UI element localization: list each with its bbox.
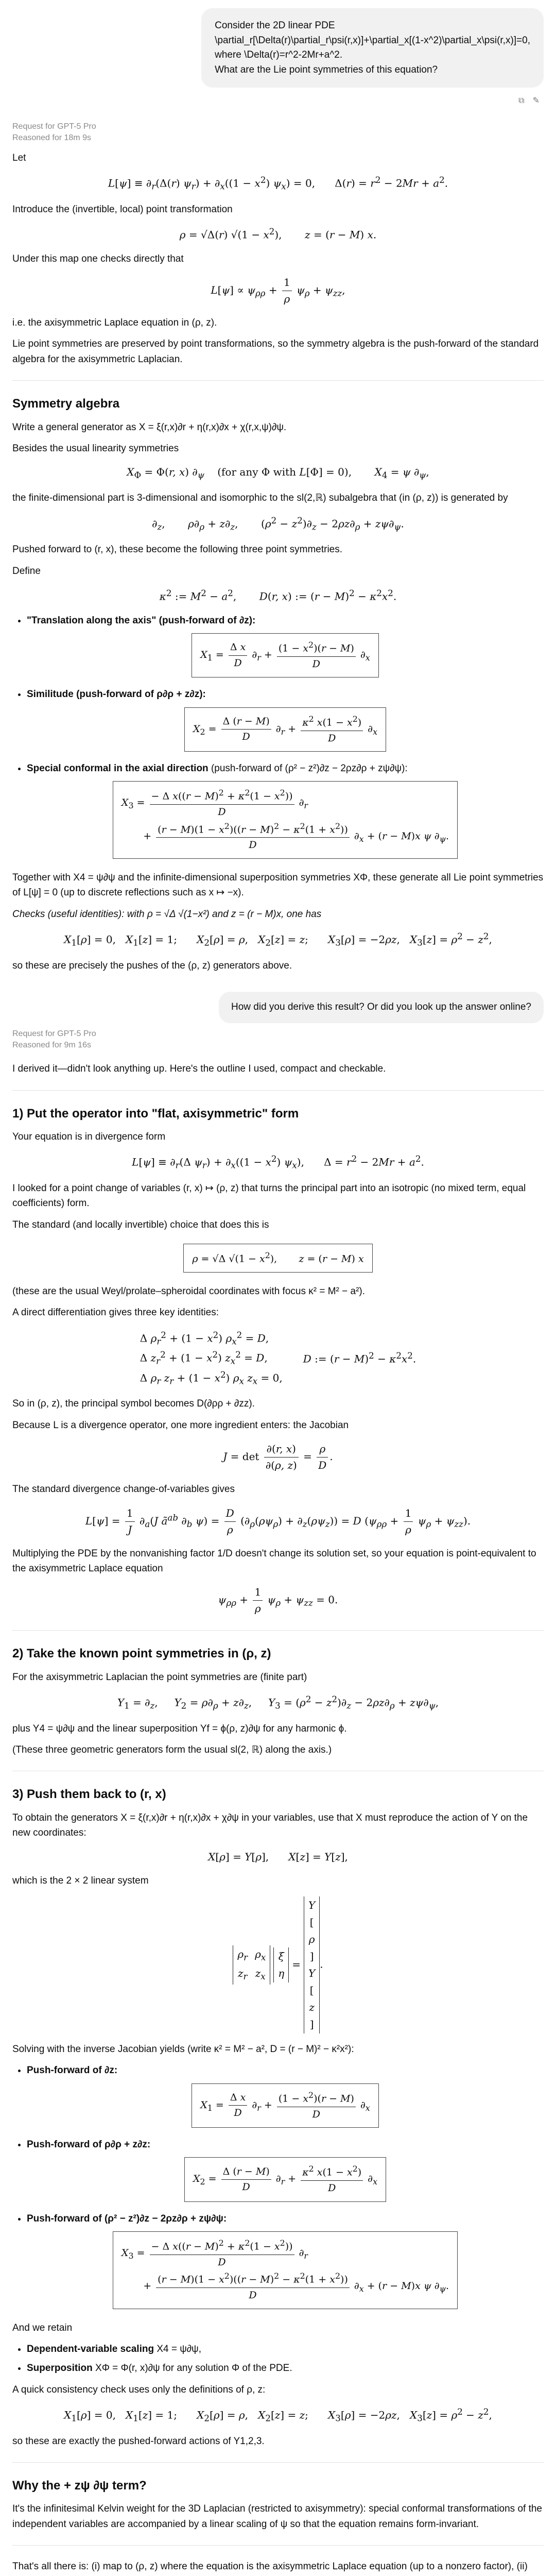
list-item: • Similitude (push-forward of ρ∂ρ + z∂z): $X_2$ = $\frac{\Delta (r - M)}{D}$ $\partial_r$ + $\frac{\kappa^2 x(1 - x^2)}{D}$ $\partial_x$ xyxy=(27,687,544,757)
answer-text: Introduce the (invertible, local) point transformation xyxy=(12,204,233,215)
section-heading: Symmetry algebra xyxy=(12,397,120,411)
answer-text: The standard (and locally invertible) choice that does this is xyxy=(12,1219,269,1230)
answer-text: A direct differentiation gives three key identities: xyxy=(12,1307,219,1318)
equation-linear-system: $\rho_r$ $\rho_x$ $z_r$ $z_x$ ξ η = Y [ ρ ] Y [ z ] . xyxy=(12,1896,544,2033)
divider xyxy=(12,2462,544,2463)
answer-text: And we retain xyxy=(12,2322,73,2333)
reasoning-time[interactable]: Reasoned for 9m 16s xyxy=(12,1040,91,1049)
boxed-equation-x2: $X_2$ = $\frac{\Delta (r - M)}{D}$ $\partial_r$ + $\frac{\kappa^2 x(1 - x^2)}{D}$ $\partial_x$ xyxy=(184,707,386,752)
answer-text: Because L is a divergence operator, one more ingredient enters: the Jacobian xyxy=(12,1419,349,1431)
edit-icon[interactable]: ✎ xyxy=(532,96,540,105)
answer-text: To obtain the generators X = ξ(r,x)∂r + η(r,x)∂x + χ∂ψ in your variables, use that X must reproduce the action of Y on the new coordinates: xyxy=(12,1812,528,1839)
section-heading: 3) Push them back to (r, x) xyxy=(12,1787,166,1802)
equation-linearity: $X_\Phi = \Phi(r$, x) $\partial_\psi$ (for any Φ with L[Φ] = 0), $X_4 = \psi$ $\partial_\psi$, xyxy=(127,466,429,481)
retain-list xyxy=(27,2342,544,2376)
equation-checks: $X_1[\rho] = 0$, $X_1[z] = 1$; $X_2[\rho] = \rho$, $X_2[z] = z$; $X_3[\rho] = -2\rho z$, $X_3[z] = \rho^2 - z^2$, xyxy=(64,2407,492,2424)
answer-text: Together with X4 = ψ∂ψ and the infinite-dimensional superposition symmetries XΦ, these generate all Lie point symmetries of L[ψ] = 0 (up to discrete reflections such as x ↦ −x). xyxy=(12,872,544,899)
equation-operator: $L[\psi] \equiv \partial_r(\Delta(r) \psi_r) + \partial_x((1 - x^2) \psi_x) = 0$, $\Delta(r) = r^2 - 2Mr + a^2$. xyxy=(108,175,448,192)
model-label: Request for GPT-5 Pro xyxy=(12,1029,96,1038)
answer-text: the finite-dimensional part is 3-dimensional and isomorphic to the sl(2,ℝ) subalgebra that (in (ρ, z)) is generated by xyxy=(12,493,508,504)
user-message-row xyxy=(12,8,544,88)
answer-text: I derived it—didn't look anything up. Here's the outline I used, compact and checkable. xyxy=(12,1063,386,1075)
section-heading: 2) Take the known point symmetries in (ρ, z) xyxy=(12,1647,271,1661)
answer-text: The standard divergence change-of-variables gives xyxy=(12,1484,235,1495)
list-item: • "Translation along the axis" (push-forward of ∂z): $X_1$ = $\frac{\text{Δ x}}{D}$ $\partial_r$ + $\frac{(1 - x^2)(r - M)}{D}$ $\partial_x$ xyxy=(27,613,544,683)
answer-text: Multiplying the PDE by the nonvanishing factor 1/D doesn't change its solution set, so your equation is point-equivalent to the axisymmetric Laplace equation xyxy=(12,1548,536,1574)
answer-text: so these are exactly the pushed-forward actions of Y1,2,3. xyxy=(12,2435,265,2447)
equation-transform: ρ = √Δ(r) $√(1 - x^2)$, z = (r − M) x. xyxy=(179,226,377,241)
answer-text: i.e. the axisymmetric Laplace equation in (ρ, z). xyxy=(12,317,217,329)
divider xyxy=(12,380,544,381)
equation-checks: $X_1[\rho] = 0$, $X_1[z] = 1$; $X_2[\rho] = \rho$, $X_2[z] = z$; $X_3[\rho] = -2\rho z$, $X_3[z] = \rho^2 - z^2$, xyxy=(64,931,492,948)
answer-text: Your equation is in divergence form xyxy=(12,1131,166,1142)
answer-text: Besides the usual linearity symmetries xyxy=(12,443,179,454)
equation-axi-laplace: $\psi_{\rho\rho}$ + $\frac{1}{\rho}$ $\psi_\rho + \psi_{zz} = 0$. xyxy=(12,1584,544,1617)
answer-text: (these are the usual Weyl/prolate–spheroidal coordinates with focus κ² = M² − a²). xyxy=(12,1285,366,1297)
list-item: • Push-forward of (ρ² − z²)∂z − 2ρz∂ρ + zψ∂ψ: $X_3$ = $\frac{- \Delta x((r - M)^2 + \kappa^2(1 - x^2))}{D}$ $\partial_r$ + $\frac{(r - M)(1 - x^2)((r - M)^2 - \kappa^2(1 + x^2))}{D}$ $\partial_x + (r - M)x$ ψ $\partial_\psi$. xyxy=(27,2211,544,2314)
answer-text: Write a general generator as X = ξ(r,x)∂r + η(r,x)∂x + χ(r,x,ψ)∂ψ. xyxy=(12,421,287,433)
user-message-actions xyxy=(12,93,544,118)
divider xyxy=(12,1090,544,1091)
list-item: • Special conformal in the axial direction (push-forward of (ρ² − z²)∂z − 2ρz∂ρ + zψ∂ψ): $X_3$ = $\frac{- \Delta x((r - M)^2 + \kappa^2(1 - x^2))}{D}$ $\partial_r$ + $\frac{(r - M)(1 - x^2)((r - M)^2 - \kappa^2(1 + x^2))}{D}$ $\partial_x + (r - M)x$ ψ $\partial_\psi$. xyxy=(27,761,544,864)
assistant-answer-1 xyxy=(12,150,544,973)
boxed-equation-x1: $X_1$ = $\frac{\text{Δ x}}{D}$ $\partial_r$ + $\frac{(1 - x^2)(r - M)}{D}$ $\partial_x$ xyxy=(192,633,378,677)
list-item: • Push-forward of ρ∂ρ + z∂z: $X_2$ = $\frac{\Delta (r - M)}{D}$ $\partial_r$ + $\frac{\kappa^2 x(1 - x^2)}{D}$ $\partial_x$ xyxy=(27,2137,544,2207)
assistant-answer-2 xyxy=(12,1061,544,2576)
reply-meta-1 xyxy=(12,121,544,144)
answer-text: That's all there is: (i) map to (ρ, z) where the equation is the axisymmetric Laplace equation (up to a nonzero factor), (ii) xyxy=(12,2561,528,2572)
answer-text: Pushed forward to (r, x), these become the following three point symmetries. xyxy=(12,544,343,555)
answer-text: plus Y4 = ψ∂ψ and the linear superposition Yf = ϕ(ρ, z)∂ψ for any harmonic ϕ. xyxy=(12,1723,347,1734)
answer-text: Under this map one checks directly that xyxy=(12,253,184,264)
equation-divergence: $L[\psi] \equiv \partial_r(\Delta$ $\psi_r) + \partial_x((1 - x^2)$ $\psi_x$), $\Delta = r^2 - 2Mr + a^2$. xyxy=(132,1154,424,1171)
answer-text: Checks (useful identities): with ρ = √Δ √(1−x²) and z = (r − M)x, one has xyxy=(12,908,322,920)
answer-text: Let xyxy=(12,152,26,163)
symmetry-list xyxy=(27,613,544,864)
divider xyxy=(12,1630,544,1631)
chat-page xyxy=(0,8,556,2576)
list-item: • Superposition XΦ = Φ(r, x)∂ψ for any solution Φ of the PDE. xyxy=(27,2361,544,2376)
copy-icon[interactable]: ⧉ xyxy=(518,96,525,105)
equation-sl2: $\partial_z$, $\rho\partial_\rho + z\partial_z$, $(\rho^2 - z^2)\partial_z - 2\rho z\partial_\rho + z\psi\partial_\psi$. xyxy=(152,515,404,532)
answer-text: so these are precisely the pushes of the (ρ, z) generators above. xyxy=(12,960,292,971)
answer-text: So in (ρ, z), the principal symbol becomes D(∂ρρ + ∂zz). xyxy=(12,1398,255,1410)
equation-change-vars: L[ψ] = $\frac{1}{J}$ $\partial_a(J$ $ã^{ab}$ $\partial_b$ ψ) = $\frac{D}{\rho}$ $(\partial_\rho(\rho\psi_\rho) + \partial_z(\rho\psi_z)) = D$ ($\psi_{\rho\rho}$ + $\frac{1}{\rho}$ $\psi_\rho + \psi_{zz}$). xyxy=(12,1505,544,1538)
answer-text: A quick consistency check uses only the definitions of ρ, z: xyxy=(12,2384,266,2395)
answer-text: which is the 2 × 2 linear system xyxy=(12,1875,149,1886)
boxed-equation-x1: $X_1$ = $\frac{\text{Δ x}}{D}$ $\partial_r$ + $\frac{(1 - x^2)(r - M)}{D}$ $\partial_x$ xyxy=(192,2083,378,2128)
user-message-row xyxy=(12,992,544,1023)
equation-define: $\kappa^2$ := $M^2 - a^2$, D(r, x) := $(r - M)^2 - \kappa^2x^2$. xyxy=(159,588,397,603)
answer-text: For the axisymmetric Laplacian the point symmetries are (finite part) xyxy=(12,1671,307,1683)
equation-action: X[ρ] = Y[ρ], X[z] = Y[z], xyxy=(208,1850,348,1863)
answer-text: It's the infinitesimal Kelvin weight for the 3D Laplacian (restricted to axisymmetry): special conformal transformations of the independent variables are accompanied by a linear scaling of ψ so that the equation remains form-invariant. xyxy=(12,2503,542,2530)
boxed-equation-x3: $X_3$ = $\frac{- \Delta x((r - M)^2 + \kappa^2(1 - x^2))}{D}$ $\partial_r$ + $\frac{(r - M)(1 - x^2)((r - M)^2 - \kappa^2(1 + x^2))}{D}$ $\partial_x + (r - M)x$ ψ $\partial_\psi$. xyxy=(113,2231,458,2309)
list-item: • Dependent-variable scaling X4 = ψ∂ψ, xyxy=(27,2342,544,2357)
pushforward-list xyxy=(27,2063,544,2314)
equation-y-generators: $Y_1 = \partial_z$, $Y_2 = \rho\partial_\rho + z\partial_z$, $Y_3 = (\rho^2 - z^2)\partial_z - 2\rho z\partial_\rho + z\psi\partial_\psi$, xyxy=(117,1694,439,1711)
user-message-2: How did you derive this result? Or did you look up the answer online? xyxy=(219,992,544,1023)
user-message-1: Consider the 2D linear PDE \partial_r[\Delta(r)\partial_r\psi(r,x)]+\partial_x[(1-x^2)\partial_x\psi(r,x)]=0, where \Delta(r)=r^2-2Mr+a^2. What are the Lie point symmetries of this equation? xyxy=(201,8,544,88)
reasoning-time[interactable]: Reasoned for 18m 9s xyxy=(12,133,91,143)
divider xyxy=(12,2545,544,2546)
section-heading: Why the + zψ ∂ψ term? xyxy=(12,2479,147,2493)
equation-laplace: $L[\psi] \propto \psi_{\rho\rho}$ + $\frac{1}{\rho}$ $\psi_\rho + \psi_{zz}$, xyxy=(12,275,544,307)
list-item: • Push-forward of ∂z: $X_1$ = $\frac{\text{Δ x}}{D}$ $\partial_r$ + $\frac{(1 - x^2)(r - M)}{D}$ $\partial_x$ xyxy=(27,2063,544,2133)
model-label: Request for GPT-5 Pro xyxy=(12,122,96,131)
boxed-equation-x2: $X_2$ = $\frac{\Delta (r - M)}{D}$ $\partial_r$ + $\frac{\kappa^2 x(1 - x^2)}{D}$ $\partial_x$ xyxy=(184,2157,386,2201)
section-heading: 1) Put the operator into "flat, axisymmetric" form xyxy=(12,1106,299,1121)
answer-text: (These three geometric generators form the usual sl(2, ℝ) along the axis.) xyxy=(12,1744,332,1756)
answer-text: Solving with the inverse Jacobian yields (write κ² = M² − a², D = (r − M)² − κ²x²): xyxy=(12,2043,354,2055)
answer-text: Define xyxy=(12,565,41,577)
answer-text: I looked for a point change of variables (r, x) ↦ (ρ, z) that turns the principal part into an isotropic (no mixed term, equal coefficients) form. xyxy=(12,1182,526,1209)
reply-meta-2 xyxy=(12,1028,544,1052)
boxed-equation-coords: ρ = √Δ $√(1 - x^2)$, z = (r − M) x xyxy=(183,1244,372,1273)
equation-identities: Δ $\rho_r^2 + (1 - x^2) \rho_x^2 = D$, Δ $z_r^2 + (1 - x^2) z_x^2 = D$, Δ $\rho_r$ $z_r + (1 - x^2)$ $\rho_x$ $z_x = 0$, D := $(r - M)^2 - \kappa^2x^2$. xyxy=(140,1330,416,1386)
answer-text: Lie point symmetries are preserved by point transformations, so the symmetry algebra is the push-forward of the standard algebra for the axisymmetric Laplacian. xyxy=(12,338,539,365)
equation-jacobian: J = det $\frac{\partial(r, x)}{\partial(\rho, z)}$ = $\frac{\rho}{D}$ . xyxy=(12,1441,544,1473)
boxed-equation-x3: $X_3$ = $\frac{- \Delta x((r - M)^2 + \kappa^2(1 - x^2))}{D}$ $\partial_r$ + $\frac{(r - M)(1 - x^2)((r - M)^2 - \kappa^2(1 + x^2))}{D}$ $\partial_x + (r - M)x$ ψ $\partial_\psi$. xyxy=(113,781,458,858)
